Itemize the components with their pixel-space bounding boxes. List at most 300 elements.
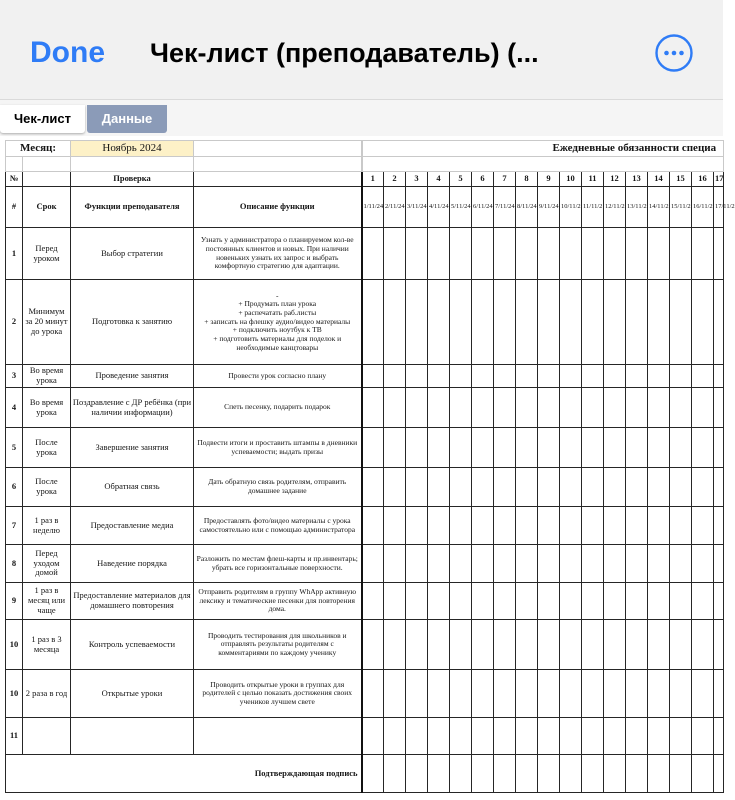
- check-cell[interactable]: [604, 365, 626, 388]
- task-function-cell[interactable]: Поздравление с ДР ребёнка (при наличии информации): [71, 388, 194, 428]
- check-cell[interactable]: [560, 365, 582, 388]
- check-cell[interactable]: [406, 468, 428, 507]
- check-cell[interactable]: [516, 718, 538, 755]
- check-cell[interactable]: [516, 507, 538, 545]
- day-number-cell[interactable]: 4: [428, 172, 450, 187]
- check-cell[interactable]: [670, 428, 692, 468]
- check-cell[interactable]: [538, 468, 560, 507]
- check-cell[interactable]: [494, 280, 516, 365]
- check-cell[interactable]: [472, 228, 494, 280]
- check-cell[interactable]: [428, 583, 450, 620]
- day-date-cell[interactable]: [604, 187, 626, 228]
- task-description-cell[interactable]: Подвести итоги и проставить штампы в дневники успеваемости; выдать призы: [194, 428, 362, 468]
- check-cell[interactable]: [626, 583, 648, 620]
- task-deadline-cell[interactable]: После урока: [23, 428, 71, 468]
- day-date-cell[interactable]: [670, 187, 692, 228]
- check-cell[interactable]: [362, 468, 384, 507]
- check-cell[interactable]: [516, 583, 538, 620]
- check-cell[interactable]: [428, 620, 450, 670]
- check-cell[interactable]: [362, 388, 384, 428]
- check-cell[interactable]: [670, 468, 692, 507]
- day-date-cell[interactable]: [494, 187, 516, 228]
- signature-cell[interactable]: [626, 755, 648, 793]
- check-cell[interactable]: [648, 388, 670, 428]
- check-cell[interactable]: [714, 428, 724, 468]
- task-description-cell[interactable]: [194, 718, 362, 755]
- check-cell[interactable]: [384, 545, 406, 583]
- empty-cell[interactable]: [6, 157, 23, 172]
- check-cell[interactable]: [582, 507, 604, 545]
- check-cell[interactable]: [648, 670, 670, 718]
- check-cell[interactable]: [648, 228, 670, 280]
- day-date-cell[interactable]: [714, 187, 735, 228]
- check-cell[interactable]: [538, 280, 560, 365]
- check-cell[interactable]: [494, 365, 516, 388]
- tab-data[interactable]: Данные: [87, 105, 167, 133]
- check-cell[interactable]: [516, 620, 538, 670]
- day-date-cell[interactable]: [560, 187, 582, 228]
- task-function-cell[interactable]: Проведение занятия: [71, 365, 194, 388]
- empty-cell[interactable]: [194, 157, 362, 172]
- check-cell[interactable]: [494, 670, 516, 718]
- check-cell[interactable]: [582, 718, 604, 755]
- signature-cell[interactable]: [714, 755, 724, 793]
- check-cell[interactable]: [626, 718, 648, 755]
- check-cell[interactable]: [648, 280, 670, 365]
- check-cell[interactable]: [648, 468, 670, 507]
- day-date-cell[interactable]: [582, 187, 604, 228]
- check-cell[interactable]: [362, 280, 384, 365]
- check-cell[interactable]: [450, 620, 472, 670]
- day-number-cell[interactable]: 11: [582, 172, 604, 187]
- task-description-cell[interactable]: Проводить открытые уроки в группах для родителей с целью показать достижения своих учеников лучшем свете: [194, 670, 362, 718]
- check-cell[interactable]: [692, 228, 714, 280]
- day-number-cell[interactable]: 5: [450, 172, 472, 187]
- check-cell[interactable]: [670, 228, 692, 280]
- check-cell[interactable]: [604, 718, 626, 755]
- check-cell[interactable]: [494, 388, 516, 428]
- task-number-cell[interactable]: 8: [6, 545, 23, 583]
- check-cell[interactable]: [428, 428, 450, 468]
- check-cell[interactable]: [604, 428, 626, 468]
- check-cell[interactable]: [648, 718, 670, 755]
- check-cell[interactable]: [516, 670, 538, 718]
- check-cell[interactable]: [648, 620, 670, 670]
- check-cell[interactable]: [538, 388, 560, 428]
- check-cell[interactable]: [494, 718, 516, 755]
- day-number-cell[interactable]: 2: [384, 172, 406, 187]
- task-function-cell[interactable]: Контроль успеваемости: [71, 620, 194, 670]
- check-cell[interactable]: [472, 468, 494, 507]
- check-cell[interactable]: [582, 620, 604, 670]
- day-number-cell[interactable]: 7: [494, 172, 516, 187]
- check-cell[interactable]: [604, 388, 626, 428]
- check-cell[interactable]: [560, 545, 582, 583]
- check-cell[interactable]: [560, 468, 582, 507]
- check-cell[interactable]: [692, 718, 714, 755]
- check-cell[interactable]: [406, 365, 428, 388]
- check-cell[interactable]: [472, 365, 494, 388]
- check-cell[interactable]: [692, 583, 714, 620]
- check-cell[interactable]: [714, 228, 724, 280]
- check-cell[interactable]: [428, 365, 450, 388]
- day-date-cell[interactable]: [384, 187, 406, 228]
- check-cell[interactable]: [450, 718, 472, 755]
- task-number-cell[interactable]: 6: [6, 468, 23, 507]
- check-cell[interactable]: [604, 507, 626, 545]
- check-cell[interactable]: [538, 228, 560, 280]
- check-cell[interactable]: [362, 228, 384, 280]
- check-cell[interactable]: [560, 718, 582, 755]
- check-cell[interactable]: [692, 388, 714, 428]
- day-number-cell[interactable]: 12: [604, 172, 626, 187]
- check-cell[interactable]: [670, 507, 692, 545]
- check-cell[interactable]: [428, 228, 450, 280]
- check-cell[interactable]: [604, 468, 626, 507]
- check-cell[interactable]: [604, 280, 626, 365]
- task-description-cell[interactable]: Отправить родителям в группу WhApp активную лексику и тематические песенки для повторения дома.: [194, 583, 362, 620]
- check-cell[interactable]: [560, 507, 582, 545]
- check-cell[interactable]: [362, 718, 384, 755]
- check-cell[interactable]: [362, 365, 384, 388]
- check-cell[interactable]: [384, 388, 406, 428]
- check-cell[interactable]: [472, 620, 494, 670]
- signature-cell[interactable]: [670, 755, 692, 793]
- check-cell[interactable]: [384, 507, 406, 545]
- check-cell[interactable]: [428, 388, 450, 428]
- check-cell[interactable]: [626, 620, 648, 670]
- check-cell[interactable]: [450, 670, 472, 718]
- check-cell[interactable]: [406, 388, 428, 428]
- day-date-cell[interactable]: [648, 187, 670, 228]
- check-cell[interactable]: [604, 670, 626, 718]
- check-cell[interactable]: [494, 583, 516, 620]
- check-cell[interactable]: [406, 583, 428, 620]
- check-cell[interactable]: [648, 428, 670, 468]
- task-number-cell[interactable]: 2: [6, 280, 23, 365]
- check-cell[interactable]: [384, 583, 406, 620]
- check-cell[interactable]: [362, 545, 384, 583]
- signature-cell[interactable]: [538, 755, 560, 793]
- day-number-cell[interactable]: 14: [648, 172, 670, 187]
- task-description-cell[interactable]: Спеть песенку, подарить подарок: [194, 388, 362, 428]
- check-cell[interactable]: [692, 428, 714, 468]
- check-cell[interactable]: [494, 468, 516, 507]
- check-cell[interactable]: [670, 545, 692, 583]
- task-description-cell[interactable]: Узнать у администратора о планируемом кол-ве постоянных клиентов и новых. При наличии новеньких узнать их запрос и выбрать комфортную стратегию для адаптации.: [194, 228, 362, 280]
- check-cell[interactable]: [472, 583, 494, 620]
- check-cell[interactable]: [472, 670, 494, 718]
- day-date-cell[interactable]: [538, 187, 560, 228]
- check-cell[interactable]: [560, 670, 582, 718]
- check-cell[interactable]: [670, 718, 692, 755]
- check-cell[interactable]: [494, 428, 516, 468]
- check-cell[interactable]: [714, 620, 724, 670]
- column-header-function[interactable]: Функции преподавателя: [71, 187, 194, 228]
- check-cell[interactable]: [692, 670, 714, 718]
- done-button[interactable]: Done: [30, 36, 105, 69]
- check-cell[interactable]: [384, 280, 406, 365]
- task-description-cell[interactable]: - + Продумать план урока + распечатать раб.листы + записать на флешку аудио/видео материалы + подключить ноутбук к ТВ + подготовить материалы для поделок и необходимые канцтовары: [194, 280, 362, 365]
- task-deadline-cell[interactable]: 1 раз в неделю: [23, 507, 71, 545]
- check-cell[interactable]: [428, 545, 450, 583]
- check-cell[interactable]: [692, 468, 714, 507]
- check-cell[interactable]: [714, 365, 724, 388]
- task-number-cell[interactable]: 11: [6, 718, 23, 755]
- check-cell[interactable]: [516, 388, 538, 428]
- check-cell[interactable]: [604, 228, 626, 280]
- task-number-cell[interactable]: 10: [6, 670, 23, 718]
- signature-cell[interactable]: [494, 755, 516, 793]
- check-cell[interactable]: [428, 468, 450, 507]
- check-cell[interactable]: [494, 228, 516, 280]
- column-header-description[interactable]: Описание функции: [194, 187, 362, 228]
- check-cell[interactable]: [472, 388, 494, 428]
- check-cell[interactable]: [626, 388, 648, 428]
- task-description-cell[interactable]: Проводить тестирования для школьников и отправлять результаты родителям с комментариями по каждому ученику: [194, 620, 362, 670]
- check-cell[interactable]: [560, 388, 582, 428]
- task-number-cell[interactable]: 7: [6, 507, 23, 545]
- check-cell[interactable]: [714, 583, 724, 620]
- check-cell[interactable]: [714, 388, 724, 428]
- check-cell[interactable]: [670, 583, 692, 620]
- check-cell[interactable]: [494, 620, 516, 670]
- check-cell[interactable]: [450, 280, 472, 365]
- check-cell[interactable]: [692, 280, 714, 365]
- signature-cell[interactable]: [384, 755, 406, 793]
- check-cell[interactable]: [670, 280, 692, 365]
- task-function-cell[interactable]: Предоставление медиа: [71, 507, 194, 545]
- task-deadline-cell[interactable]: Во время урока: [23, 388, 71, 428]
- check-cell[interactable]: [406, 545, 428, 583]
- task-description-cell[interactable]: Разложить по местам флеш-карты и пр.инвентарь; убрать все горизонтальные поверхности.: [194, 545, 362, 583]
- day-number-cell[interactable]: 1: [362, 172, 384, 187]
- check-cell[interactable]: [626, 365, 648, 388]
- check-cell[interactable]: [538, 428, 560, 468]
- day-number-cell[interactable]: 15: [670, 172, 692, 187]
- signature-cell[interactable]: [516, 755, 538, 793]
- check-cell[interactable]: [604, 620, 626, 670]
- check-cell[interactable]: [362, 670, 384, 718]
- number-header[interactable]: №: [6, 172, 23, 187]
- check-cell[interactable]: [692, 365, 714, 388]
- check-cell[interactable]: [692, 545, 714, 583]
- day-date-cell[interactable]: [450, 187, 472, 228]
- check-cell[interactable]: [384, 228, 406, 280]
- check-cell[interactable]: [582, 583, 604, 620]
- task-deadline-cell[interactable]: [23, 718, 71, 755]
- check-cell[interactable]: [384, 365, 406, 388]
- day-date-cell[interactable]: [692, 187, 714, 228]
- check-cell[interactable]: [538, 583, 560, 620]
- check-cell[interactable]: [494, 545, 516, 583]
- task-function-cell[interactable]: Выбор стратегии: [71, 228, 194, 280]
- check-cell[interactable]: [560, 280, 582, 365]
- task-description-cell[interactable]: Предоставлять фото/видео материалы с урока самостоятельно или с помощью администратора: [194, 507, 362, 545]
- check-cell[interactable]: [472, 428, 494, 468]
- check-cell[interactable]: [516, 228, 538, 280]
- task-number-cell[interactable]: 9: [6, 583, 23, 620]
- check-cell[interactable]: [406, 718, 428, 755]
- check-cell[interactable]: [450, 545, 472, 583]
- check-cell[interactable]: [384, 620, 406, 670]
- task-description-cell[interactable]: Дать обратную связь родителям, отправить домашнее задание: [194, 468, 362, 507]
- check-cell[interactable]: [670, 620, 692, 670]
- month-label[interactable]: Месяц:: [6, 141, 71, 157]
- task-number-cell[interactable]: 5: [6, 428, 23, 468]
- task-number-cell[interactable]: 4: [6, 388, 23, 428]
- check-cell[interactable]: [450, 428, 472, 468]
- signature-cell[interactable]: [692, 755, 714, 793]
- check-cell[interactable]: [362, 620, 384, 670]
- check-cell[interactable]: [560, 620, 582, 670]
- check-cell[interactable]: [626, 280, 648, 365]
- empty-cell[interactable]: [362, 157, 724, 172]
- task-deadline-cell[interactable]: 2 раза в год: [23, 670, 71, 718]
- check-cell[interactable]: [538, 620, 560, 670]
- check-cell[interactable]: [384, 468, 406, 507]
- task-deadline-cell[interactable]: 1 раз в 3 месяца: [23, 620, 71, 670]
- check-cell[interactable]: [648, 545, 670, 583]
- task-function-cell[interactable]: Завершение занятия: [71, 428, 194, 468]
- day-date-cell[interactable]: [362, 187, 384, 228]
- check-cell[interactable]: [626, 507, 648, 545]
- check-cell[interactable]: [714, 507, 724, 545]
- task-description-cell[interactable]: Провести урок согласно плану: [194, 365, 362, 388]
- signature-cell[interactable]: [582, 755, 604, 793]
- check-cell[interactable]: [384, 428, 406, 468]
- check-cell[interactable]: [538, 365, 560, 388]
- task-function-cell[interactable]: Наведение порядка: [71, 545, 194, 583]
- tab-checklist[interactable]: Чек-лист: [0, 105, 85, 133]
- check-cell[interactable]: [450, 365, 472, 388]
- check-cell[interactable]: [538, 718, 560, 755]
- check-cell[interactable]: [582, 468, 604, 507]
- day-date-cell[interactable]: [626, 187, 648, 228]
- check-cell[interactable]: [516, 365, 538, 388]
- day-number-cell[interactable]: 10: [560, 172, 582, 187]
- task-function-cell[interactable]: [71, 718, 194, 755]
- check-cell[interactable]: [648, 507, 670, 545]
- check-cell[interactable]: [560, 228, 582, 280]
- check-cell[interactable]: [604, 545, 626, 583]
- check-cell[interactable]: [428, 280, 450, 365]
- task-deadline-cell[interactable]: После урока: [23, 468, 71, 507]
- day-number-cell[interactable]: 3: [406, 172, 428, 187]
- check-cell[interactable]: [406, 507, 428, 545]
- check-cell[interactable]: [362, 507, 384, 545]
- check-cell[interactable]: [714, 468, 724, 507]
- check-cell[interactable]: [450, 388, 472, 428]
- check-cell[interactable]: [362, 583, 384, 620]
- task-deadline-cell[interactable]: Перед уроком: [23, 228, 71, 280]
- check-cell[interactable]: [538, 670, 560, 718]
- task-deadline-cell[interactable]: Минимум за 20 минут до урока: [23, 280, 71, 365]
- check-cell[interactable]: [538, 507, 560, 545]
- check-cell[interactable]: [582, 428, 604, 468]
- check-cell[interactable]: [494, 507, 516, 545]
- check-cell[interactable]: [648, 365, 670, 388]
- check-cell[interactable]: [582, 545, 604, 583]
- check-cell[interactable]: [406, 280, 428, 365]
- check-cell[interactable]: [362, 428, 384, 468]
- day-number-cell[interactable]: 16: [692, 172, 714, 187]
- check-cell[interactable]: [450, 468, 472, 507]
- check-header[interactable]: Проверка: [71, 172, 194, 187]
- task-function-cell[interactable]: Открытые уроки: [71, 670, 194, 718]
- check-cell[interactable]: [692, 620, 714, 670]
- day-number-cell[interactable]: 13: [626, 172, 648, 187]
- check-cell[interactable]: [582, 388, 604, 428]
- check-cell[interactable]: [450, 583, 472, 620]
- task-deadline-cell[interactable]: 1 раз в месяц или чаще: [23, 583, 71, 620]
- signature-cell[interactable]: [472, 755, 494, 793]
- check-cell[interactable]: [670, 365, 692, 388]
- task-number-cell[interactable]: 10: [6, 620, 23, 670]
- check-cell[interactable]: [472, 718, 494, 755]
- check-cell[interactable]: [714, 280, 724, 365]
- check-cell[interactable]: [670, 388, 692, 428]
- section-title-cell[interactable]: [362, 141, 724, 157]
- empty-cell[interactable]: [194, 141, 362, 157]
- check-cell[interactable]: [516, 468, 538, 507]
- check-cell[interactable]: [714, 670, 724, 718]
- check-cell[interactable]: [472, 545, 494, 583]
- signature-cell[interactable]: [406, 755, 428, 793]
- task-deadline-cell[interactable]: Перед уходом домой: [23, 545, 71, 583]
- check-cell[interactable]: [516, 428, 538, 468]
- task-function-cell[interactable]: Предоставление материалов для домашнего повторения: [71, 583, 194, 620]
- column-header-num[interactable]: #: [6, 187, 23, 228]
- check-cell[interactable]: [428, 507, 450, 545]
- signature-cell[interactable]: [450, 755, 472, 793]
- day-date-cell[interactable]: [428, 187, 450, 228]
- check-cell[interactable]: [714, 545, 724, 583]
- ellipsis-circle-icon[interactable]: [654, 33, 694, 73]
- signature-cell[interactable]: [648, 755, 670, 793]
- day-date-cell[interactable]: [472, 187, 494, 228]
- check-cell[interactable]: [406, 620, 428, 670]
- check-cell[interactable]: [428, 670, 450, 718]
- check-cell[interactable]: [406, 428, 428, 468]
- column-header-deadline[interactable]: Срок: [23, 187, 71, 228]
- check-cell[interactable]: [516, 280, 538, 365]
- day-date-cell[interactable]: [516, 187, 538, 228]
- signature-cell[interactable]: [362, 755, 384, 793]
- check-cell[interactable]: [582, 670, 604, 718]
- signature-cell[interactable]: [428, 755, 450, 793]
- task-number-cell[interactable]: 1: [6, 228, 23, 280]
- empty-cell[interactable]: [23, 172, 71, 187]
- day-number-cell[interactable]: 6: [472, 172, 494, 187]
- check-cell[interactable]: [626, 468, 648, 507]
- check-cell[interactable]: [626, 428, 648, 468]
- check-cell[interactable]: [516, 545, 538, 583]
- check-cell[interactable]: [560, 428, 582, 468]
- check-cell[interactable]: [450, 507, 472, 545]
- check-cell[interactable]: [582, 280, 604, 365]
- check-cell[interactable]: [582, 228, 604, 280]
- check-cell[interactable]: [428, 718, 450, 755]
- check-cell[interactable]: [626, 545, 648, 583]
- check-cell[interactable]: [670, 670, 692, 718]
- check-cell[interactable]: [626, 228, 648, 280]
- signature-cell[interactable]: [604, 755, 626, 793]
- check-cell[interactable]: [560, 583, 582, 620]
- task-deadline-cell[interactable]: Во время урока: [23, 365, 71, 388]
- check-cell[interactable]: [538, 545, 560, 583]
- check-cell[interactable]: [406, 670, 428, 718]
